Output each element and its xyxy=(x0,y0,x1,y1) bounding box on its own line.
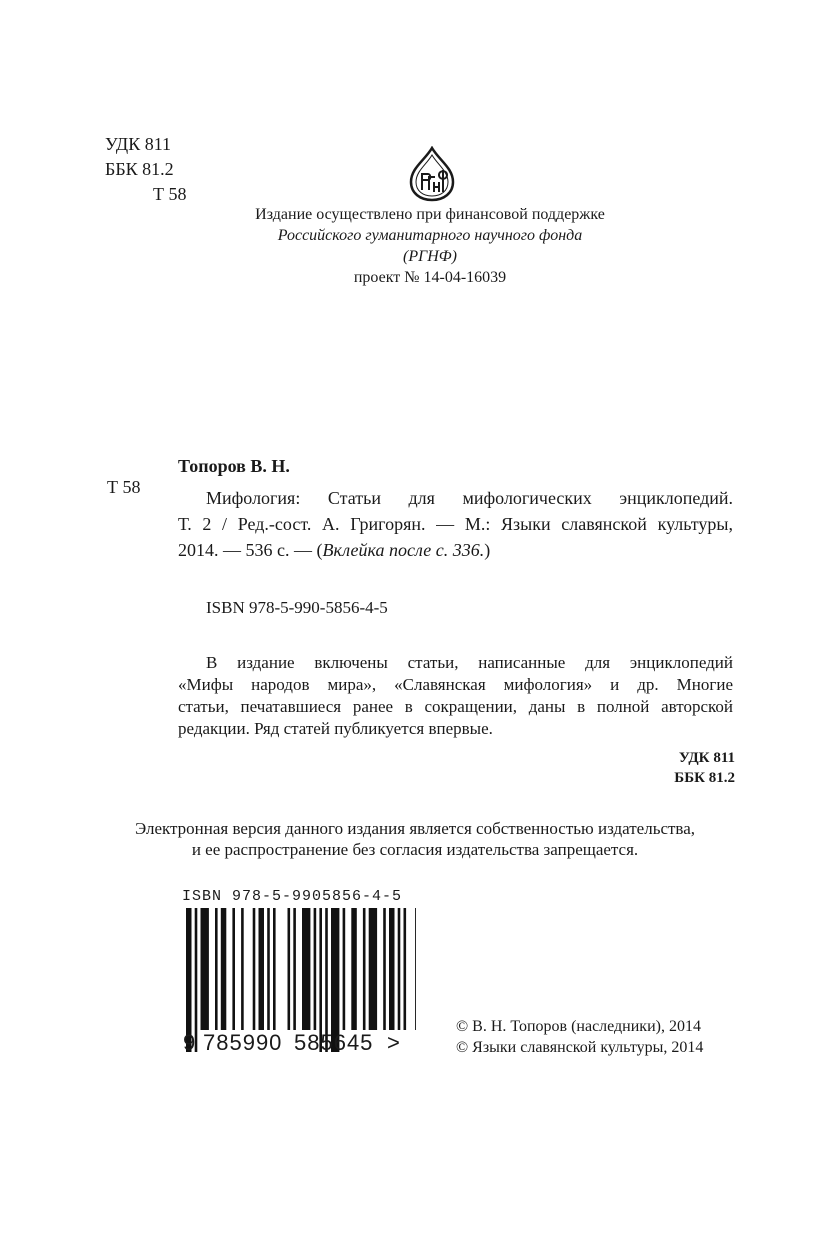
barcode-isbn-label: ISBN 978-5-9905856-4-5 xyxy=(182,888,403,905)
barcode-first-digit: 9 xyxy=(183,1030,196,1055)
barcode-bar xyxy=(314,908,317,1030)
barcode-bar xyxy=(293,908,296,1030)
grant-notice xyxy=(230,205,630,289)
copyright-notice xyxy=(90,818,740,860)
barcode-digits xyxy=(183,1030,413,1056)
barcode-bar xyxy=(221,908,227,1030)
barcode-bar xyxy=(404,908,407,1030)
cat-code: Т 58 xyxy=(153,184,187,204)
notice-line-1: Электронная версия данного издания является собственностью издательства, xyxy=(134,819,696,838)
barcode-bar xyxy=(253,908,256,1030)
annotation xyxy=(178,652,733,740)
barcode-arrow: > xyxy=(387,1030,400,1055)
grant-line-1: Издание осуществлено при финансовой поддержке xyxy=(255,206,605,223)
copyright-author: © В. Н. Топоров (наследники), 2014 xyxy=(456,1018,701,1035)
barcode-bar xyxy=(241,908,244,1030)
barcode-bar xyxy=(363,908,366,1030)
grant-project-number: проект № 14-04-16039 xyxy=(353,269,507,286)
annotation-line-3: статьи, печатавшиеся ранее в сокращении, даны в полной авторской xyxy=(178,697,733,716)
classification-codes-bottom xyxy=(600,748,735,788)
barcode-bar xyxy=(343,908,346,1030)
annotation-line-4: редакции. Ряд статей публикуется впервые. xyxy=(178,719,493,738)
bbk-code: ББК 81.2 xyxy=(105,159,174,179)
annotation-line-1: В издание включены статьи, написанные для энциклопедий xyxy=(206,653,733,672)
barcode-bar xyxy=(302,908,310,1030)
biblio-line-3-pre: 2014. — 536 с. — ( xyxy=(178,540,323,560)
barcode-bar xyxy=(232,908,235,1030)
barcode-bar xyxy=(398,908,401,1030)
insert-note: Вклейка после с. 336. xyxy=(322,540,485,560)
biblio-line-2: Т. 2 / Ред.-сост. А. Григорян. — М.: Языки славянской культуры, xyxy=(178,514,733,534)
barcode-bar xyxy=(383,908,386,1030)
grant-line-3: (РГНФ) xyxy=(403,248,457,265)
isbn: ISBN 978-5-990-5856-4-5 xyxy=(206,598,388,617)
biblio-line-1: Мифология: Статьи для мифологических энциклопедий. xyxy=(206,488,733,508)
barcode-bar xyxy=(259,908,265,1030)
classification-codes-top xyxy=(105,133,187,208)
copyright xyxy=(456,1016,703,1058)
udk-code: УДК 811 xyxy=(105,134,172,154)
annotation-line-2: «Мифы народов мира», «Славянская мифология» и др. Многие xyxy=(178,675,733,694)
notice-line-2: и ее распространение без согласия издательства запрещается. xyxy=(191,840,639,859)
author-name: Топоров В. Н. xyxy=(178,456,290,476)
grant-line-2: Российского гуманитарного научного фонда xyxy=(277,227,583,244)
barcode-bar xyxy=(288,908,291,1030)
barcode-bar xyxy=(351,908,357,1030)
barcode-bar xyxy=(215,908,218,1030)
barcode-bar xyxy=(389,908,395,1030)
bbk-code-bottom: ББК 81.2 xyxy=(674,770,735,786)
barcode-group-2: 585645 xyxy=(294,1030,374,1055)
barcode-group-1: 785990 xyxy=(203,1030,283,1055)
bibliographic-description xyxy=(178,485,733,563)
barcode-bar xyxy=(273,908,276,1030)
biblio-line-3-post: ) xyxy=(484,540,491,560)
rgnf-logo-icon xyxy=(405,146,459,202)
copyright-publisher: © Языки славянской культуры, 2014 xyxy=(456,1039,704,1056)
biblio-line-3 xyxy=(178,537,733,563)
barcode-bar xyxy=(267,908,270,1030)
barcode-bar xyxy=(369,908,377,1030)
barcode-bar xyxy=(201,908,209,1030)
barcode-bar xyxy=(415,908,416,1030)
catalog-code: Т 58 xyxy=(107,477,141,497)
udk-code-bottom: УДК 811 xyxy=(678,750,735,766)
